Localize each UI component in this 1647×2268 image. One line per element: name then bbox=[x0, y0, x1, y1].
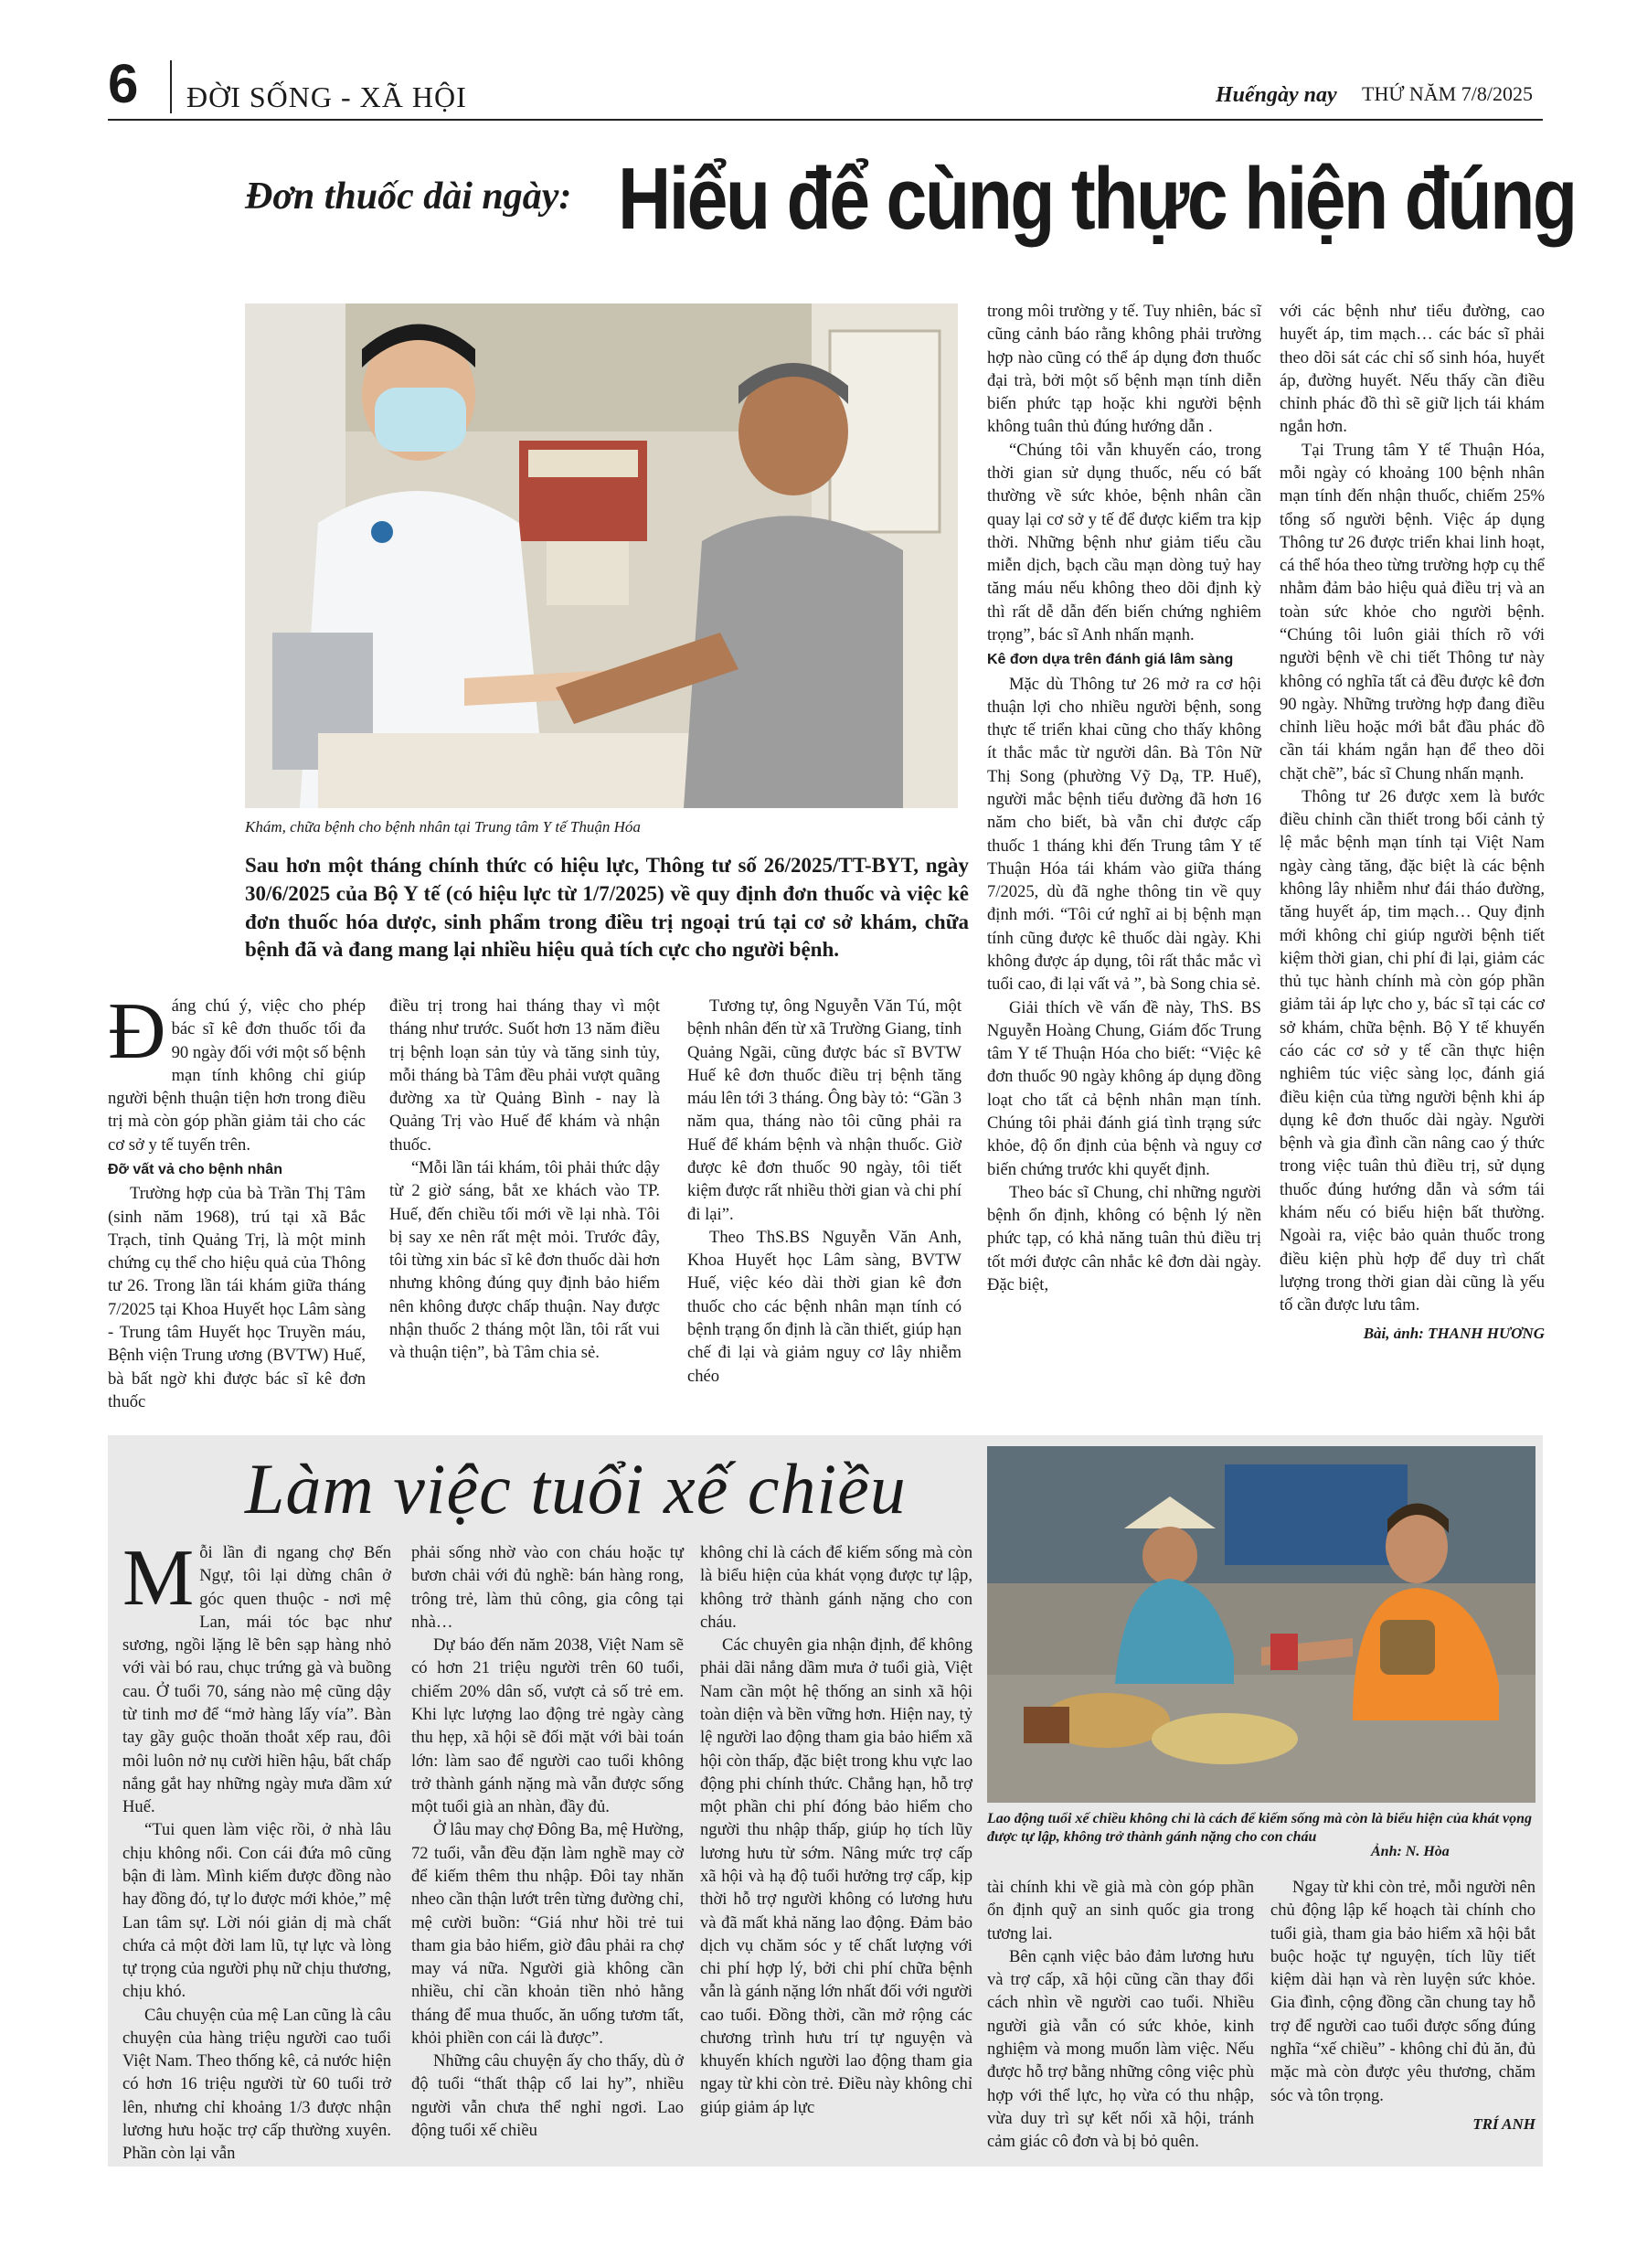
body-paragraph: tài chính khi về già mà còn góp phần ổn định quỹ an sinh quốc gia trong tương lai. bbox=[987, 1878, 1254, 1943]
body-paragraph: Trường hợp của bà Trần Thị Tâm (sinh năm 1968), trú tại xã Bắc Trạch, tỉnh Quảng Trị, là một minh chứng cụ thể cho hiệu quả của Thông tư 26. Trong lần tái khám giữa tháng 7/2025 tại Khoa Huyết học Lâm sàng - Trung tâm Huyết học Truyền máu, Bệnh viện Trung ương (BVTW) Huế, bà bất ngờ khi được bác sĩ kê đơn thuốc bbox=[108, 1184, 366, 1411]
article-column-5 bbox=[1280, 300, 1545, 1344]
body-paragraph: “Tui quen làm việc rồi, ở nhà lâu chịu không nổi. Con cái đứa mô cũng bận đi làm. Mình kiếm được đồng nào hay đồng đó, tự lo được mới khỏe,” mệ Lan tâm sự. Lời nói giản dị mà chất chứa cả một đời lam lũ, tự lực và lòng tự trọng của người phụ nữ chịu thương, chịu khó. bbox=[122, 1820, 391, 2002]
intro-paragraph bbox=[108, 987, 366, 1156]
body-paragraph: phải sống nhờ vào con cháu hoặc tự bươn chải với đủ nghề: bán hàng rong, trông trẻ, làm thủ công, gia công tại nhà… bbox=[411, 1543, 684, 1632]
body-paragraph: Ngay từ khi còn trẻ, mỗi người nên chủ động lập kế hoạch tài chính cho tuổi già, tham gia bảo hiểm xã hội bắt buộc hoặc tự nguyện, tích lũy tiết kiệm dài hạn và rèn luyện sức khỏe. Gia đình, cộng đồng cần chung tay hỗ trợ để người cao tuổi được sống đúng nghĩa “xế chiều” - không chỉ đủ ăn, đủ mặc mà còn được yêu thương, chăm sóc và tôn trọng. bbox=[1270, 1878, 1535, 2105]
intro-text: áng chú ý, việc cho phép bác sĩ kê đơn thuốc tối đa 90 ngày đối với một số bệnh mạn tính không chỉ giúp người bệnh thuận tiện hơn trong điều trị mà còn góp phần giảm tải cho các cơ sở y tế tuyến trên. bbox=[108, 996, 366, 1155]
article-lead: Sau hơn một tháng chính thức có hiệu lực, Thông tư số 26/2025/TT-BYT, ngày 30/6/2025 của Bộ Y tế (có hiệu lực từ 1/7/2025) về quy định đơn thuốc và việc kê đơn thuốc hóa dược, sinh phẩm trong điều trị ngoại trú tại cơ sở khám, chữa bệnh đã và đang mang lại nhiều hiệu quả tích cực cho người bệnh. bbox=[245, 854, 969, 962]
article-column-2 bbox=[389, 995, 660, 1365]
drop-cap: M bbox=[122, 1534, 195, 1623]
body-paragraph: Các chuyên gia nhận định, để không phải dãi nắng dầm mưa ở tuổi già, Việt Nam cần một hệ thống an sinh xã hội toàn diện và bền vững hơn. Hiện nay, tỷ lệ người lao động tham gia bảo hiểm xã hội còn thấp, đặc biệt trong khu vực lao động phi chính thức. Chẳng hạn, hỗ trợ một phần chi phí đóng bảo hiểm cho người thu nhập thấp, giúp họ tích lũy lương hưu từ sớm. Nâng mức trợ cấp xã hội và hạ độ tuổi hưởng trợ cấp, kịp thời hỗ trợ người không có lương hưu và đã mất khả năng lao động. Đảm bảo dịch vụ chăm sóc y tế chất lượng với chi phí hợp lý, bởi chi phí chữa bệnh vẫn là gánh nặng lớn nhất đối với người cao tuổi. Đồng thời, cần mở rộng các chương trình hưu trí tự nguyện và khuyến khích người lao động tham gia ngay từ khi còn trẻ. Điều này không chỉ giúp giảm áp lực bbox=[700, 1635, 972, 2117]
body-paragraph: Tương tự, ông Nguyễn Văn Tú, một bệnh nhân đến từ xã Trường Giang, tỉnh Quảng Ngãi, cũng được bác sĩ BVTW Huế kê đơn thuốc điều trị bệnh tăng máu lên tới 3 tháng. Ông bày tỏ: “Gần 3 năm qua, tháng nào tôi cũng phải ra Huế để khám bệnh và nhận thuốc. Giờ được kê đơn thuốc 90 ngày, tôi tiết kiệm được rất nhiều thời gian và chi phí đi lại”. bbox=[687, 996, 962, 1224]
doctor-patient-photo bbox=[245, 303, 958, 808]
feature-title: Làm việc tuổi xế chiều bbox=[245, 1449, 907, 1528]
header-rule bbox=[108, 119, 1543, 121]
article-column-1 bbox=[108, 987, 366, 1413]
article-headline: Hiểu để cùng thực hiện đúng bbox=[618, 150, 1576, 248]
body-paragraph: Theo ThS.BS Nguyễn Văn Anh, Khoa Huyết học Lâm sàng, BVTW Huế, việc kéo dài thời gian kê đơn thuốc cho các bệnh nhân mạn tính có bệnh trạng ổn định là cần thiết, giúp hạn chế đi lại và giảm nguy cơ lây nhiễm chéo bbox=[687, 1227, 962, 1386]
article-column-3 bbox=[687, 995, 962, 1388]
body-paragraph: Câu chuyện của mệ Lan cũng là câu chuyện của hàng triệu người cao tuổi Việt Nam. Theo thống kê, cả nước hiện có hơn 16 triệu người từ 60 tuổi trở lên, nhưng chỉ khoảng 1/3 được nhận lương hưu hoặc trợ cấp thường xuyên. Phần còn lại vẫn bbox=[122, 2005, 391, 2164]
body-paragraph: Tại Trung tâm Y tế Thuận Hóa, mỗi ngày có khoảng 100 bệnh nhân mạn tính đến nhận thuốc, chiếm 25% tổng số người bệnh. Việc áp dụng Thông tư 26 được triển khai linh hoạt, cá thể hóa theo từng trường hợp cụ thể nhằm đảm bảo hiệu quả điều trị và an toàn sức khỏe cho người bệnh. “Chúng tôi luôn giải thích rõ với người bệnh về chi tiết Thông tư này không có nghĩa tất cả đều được kê đơn 90 ngày. Những trường hợp đang điều chỉnh liều hoặc mới bắt đầu phác đồ cần tái khám ngắn hạn để theo dõi chặt chẽ”, bác sĩ Chung nhấn mạnh. bbox=[1280, 440, 1545, 783]
photo-caption: Khám, chữa bệnh cho bệnh nhân tại Trung tâm Y tế Thuận Hóa bbox=[245, 818, 641, 836]
issue-date: THỨ NĂM 7/8/2025 bbox=[1362, 82, 1533, 105]
masthead: Huếngày nay bbox=[1216, 83, 1337, 107]
feature-column-3 bbox=[700, 1541, 972, 2119]
body-paragraph: Giải thích về vấn đề này, ThS. BS Nguyễn Hoàng Chung, Giám đốc Trung tâm Y tế Thuận Hóa cho biết: “Việc kê đơn thuốc 90 ngày không áp dụng đồng loạt cho tất cả bệnh nhân mạn tính. Chúng tôi phải đánh giá tình trạng sức khỏe, độ ổn định của bệnh và nguy cơ biến chứng trước khi quyết định. bbox=[987, 997, 1261, 1179]
body-paragraph: Mặc dù Thông tư 26 mở ra cơ hội thuận lợi cho nhiều người bệnh, song thực tế triển khai cũng cho thấy không ít thắc mắc từ người dân. Bà Tôn Nữ Thị Song (phường Vỹ Dạ, TP. Huế), người mắc bệnh tiểu đường đã hơn 16 năm cho biết, bà vẫn chỉ được cấp thuốc 1 tháng khi đến Trung tâm Y tế Thuận Hóa tái khám vào giữa tháng 7/2025, dù đã nghe thông tin về quy định mới. “Tôi cứ nghĩ ai bị bệnh mạn tính cũng được kê thuốc dài ngày. Khi không được áp dụng, tôi rất thắc mắc vì tuổi cao, đi lại vất vả ”, bà Song chia sẻ. bbox=[987, 674, 1261, 995]
feature-photo-credit: Ảnh: N. Hòa bbox=[1371, 1844, 1450, 1859]
subheading: Đỡ vất vả cho bệnh nhân bbox=[108, 1161, 282, 1177]
feature-photo-caption: Lao động tuổi xế chiều không chỉ là cách để kiếm sống mà còn là biểu hiện của khát vọng được tự lập, không trở thành gánh nặng cho con cháu bbox=[987, 1811, 1533, 1845]
feature-byline: TRÍ ANH bbox=[1472, 2114, 1535, 2133]
body-paragraph: Theo bác sĩ Chung, chỉ những người bệnh ổn định, không có bệnh lý nền phức tạp, có khả năng tuân thủ điều trị tốt mới được cân nhắc kê đơn dài ngày. Đặc biệt, bbox=[987, 1182, 1261, 1294]
feature-intro-text: ỗi lần đi ngang chợ Bến Ngự, tôi lại dừng chân ở góc quen thuộc - nơi mệ Lan, mái tóc bạc như sương, ngồi lặng lẽ bên sạp hàng nhỏ với vài bó rau, chục trứng gà và buồng cau. Ở tuổi 70, sáng nào mệ cũng dậy từ tinh mơ để “mở hàng lấy vía”. Bàn tay gầy guộc thoăn thoắt xếp rau, đôi môi luôn nở nụ cười hiền hậu, bất chấp nắng gắt hay những ngày mưa dầm xứ Huế. bbox=[122, 1543, 391, 1817]
body-paragraph: Những câu chuyện ấy cho thấy, dù ở độ tuổi “thất thập cổ lai hy”, nhiều người vẫn chưa thể nghỉ ngơi. Lao động tuổi xế chiều bbox=[411, 2051, 684, 2141]
feature-column-1 bbox=[122, 1534, 391, 2166]
body-paragraph: điều trị trong hai tháng thay vì một tháng như trước. Suốt hơn 13 năm điều trị bệnh loạn sản tủy và tăng sinh tủy, mỗi tháng bà Tâm đều phải vượt quãng đường xa từ Quảng Bình - nay là Quảng Trị vào Huế để khám và nhận thuốc. bbox=[389, 996, 660, 1155]
feature-intro-paragraph bbox=[122, 1534, 391, 1818]
body-paragraph: Thông tư 26 được xem là bước điều chỉnh cần thiết trong bối cảnh tỷ lệ mắc bệnh mạn tính tại Việt Nam ngày càng tăng, đặc biệt là các bệnh không lây nhiễm như đái tháo đường, tăng huyết áp, tim mạch… Quy định mới không chỉ giúp người bệnh tiết kiệm thời gian, chi phí đi lại, giảm các thủ tục hành chính mà còn góp phần giảm tải áp lực cho y, bác sĩ tại các cơ sở khám, chữa bệnh. Bộ Y tế khuyến cáo các cơ sở y tế cần thực hiện nghiêm túc việc sàng lọc, đánh giá điều kiện của từng người bệnh khi áp dụng kê đơn thuốc dài ngày. Người bệnh và gia đình cần nâng cao ý thức trong việc tuân thủ điều trị, sử dụng thuốc đúng hướng dẫn và sớm tái khám nếu có biểu hiện bất thường. Ngoài ra, việc bảo quản thuốc trong điều kiện phù hợp để duy trì chất lượng trong thời gian dài cũng là yếu tố cần được lưu tâm. bbox=[1280, 786, 1545, 1315]
market-scene-illustration bbox=[987, 1446, 1535, 1803]
section-name: ĐỜI SỐNG - XÃ HỘI bbox=[186, 80, 467, 113]
feature-column-5 bbox=[1270, 1876, 1535, 2135]
page-number: 6 bbox=[108, 53, 139, 114]
header-divider bbox=[170, 60, 172, 113]
body-paragraph: “Mỗi lần tái khám, tôi phải thức dậy từ 2 giờ sáng, bắt xe khách vào TP. Huế, đến chiều tối mới về lại nhà. Tôi bị say xe nên rất mệt mỏi. Trước đây, tôi từng xin bác sĩ kê đơn thuốc dài hơn nhưng không đúng quy định bảo hiểm nên không được chấp thuận. Nay được nhận thuốc 2 tháng một lần, tôi rất vui và thuận tiện”, bà Tâm chia sẻ. bbox=[389, 1157, 660, 1363]
body-paragraph: Dự báo đến năm 2038, Việt Nam sẽ có hơn 21 triệu người trên 60 tuổi, chiếm 20% dân số, vượt cả số trẻ em. Khi lực lượng lao động trẻ ngày càng thu hẹp, xã hội sẽ đối mặt với bài toán lớn: làm sao để người cao tuổi không trở thành gánh nặng mà vẫn được sống một tuổi già an nhàn, đầy đủ. bbox=[411, 1635, 684, 1817]
clinic-exam-illustration bbox=[245, 303, 958, 808]
market-vendor-photo bbox=[987, 1446, 1535, 1803]
article-column-4 bbox=[987, 300, 1261, 1296]
drop-cap: Đ bbox=[108, 987, 166, 1076]
subheading: Kê đơn dựa trên đánh giá lâm sàng bbox=[987, 652, 1234, 668]
body-paragraph: Ở lâu may chợ Đông Ba, mệ Hường, 72 tuổi, vẫn đều đặn làm nghề may cờ để kiếm thêm thu nhập. Đôi tay nhăn nheo cần thận lướt trên từng đường chỉ, mệ cười buồn: “Giá như hồi trẻ tui tham gia bảo hiểm, giờ đâu phải ra chợ may vá nữa. Người già không cần nhiều, chỉ cần khoản tiền nhỏ hằng tháng để mua thuốc, ăn uống tươm tất, khỏi phiền con cái là được”. bbox=[411, 1820, 684, 2048]
feature-column-2 bbox=[411, 1541, 684, 2142]
body-paragraph: “Chúng tôi vẫn khuyến cáo, trong thời gian sử dụng thuốc, nếu có bất thường về sức khỏe, bệnh nhân cần quay lại cơ sở y tế để được kiểm tra kịp thời. Những bệnh như giảm tiểu cầu miễn dịch, bạch cầu mạn dòng tuỷ hay tăng máu nếu không theo dõi định kỳ thì rất dễ dẫn đến biến chứng nghiêm trọng”, bác sĩ Anh nhấn mạnh. bbox=[987, 440, 1261, 644]
body-paragraph: không chỉ là cách để kiếm sống mà còn là biểu hiện của khát vọng được tự lập, không trở thành gánh nặng cho con cháu. bbox=[700, 1543, 972, 1632]
body-paragraph: Bên cạnh việc bảo đảm lương hưu và trợ cấp, xã hội cũng cần thay đổi cách nhìn về người cao tuổi. Nhiều người già vẫn có sức khỏe, kinh nghiệm và mong muốn làm việc. Nếu được hỗ trợ bằng những công việc phù hợp với thể lực, họ vừa có thu nhập, vừa duy trì sự kết nối xã hội, tránh cảm giác cô đơn và bị bỏ quên. bbox=[987, 1946, 1254, 2152]
article-byline: Bài, ảnh: THANH HƯƠNG bbox=[1363, 1325, 1545, 1343]
body-paragraph: với các bệnh như tiểu đường, cao huyết áp, tim mạch… các bác sĩ phải theo dõi sát các chỉ số sinh hóa, huyết áp, đường huyết. Nếu thấy cần điều chỉnh phác đồ thì sẽ giữ lịch tái khám ngắn hơn. bbox=[1280, 302, 1545, 437]
article-kicker: Đơn thuốc dài ngày: bbox=[245, 176, 572, 218]
feature-column-4 bbox=[987, 1876, 1254, 2153]
body-paragraph: trong môi trường y tế. Tuy nhiên, bác sĩ cũng cảnh báo rằng không phải trường hợp nào cũng có thể áp dụng đơn thuốc đại trà, bởi một số bệnh mạn tính diễn biến phức tạp hoặc khi người bệnh không tuân thủ đúng hướng dẫn . bbox=[987, 302, 1261, 437]
